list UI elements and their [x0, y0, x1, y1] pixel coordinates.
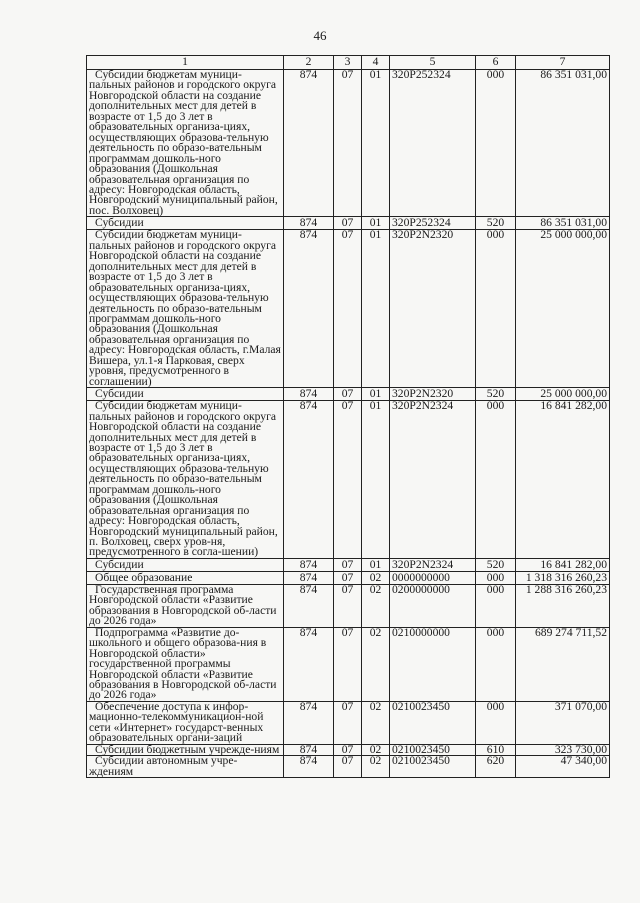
row-expense-type: 000 — [476, 584, 516, 627]
row-amount: 25 000 000,00 — [516, 388, 610, 401]
row-admin-code: 874 — [284, 756, 334, 778]
row-admin-code: 874 — [284, 584, 334, 627]
header-col-2: 2 — [284, 56, 334, 70]
header-col-4: 4 — [362, 56, 390, 70]
row-name: Субсидии — [87, 388, 284, 401]
row-section: 07 — [334, 217, 362, 230]
row-subsection: 02 — [362, 744, 390, 755]
row-subsection: 02 — [362, 756, 390, 778]
row-target-article: 0210023450 — [390, 756, 476, 778]
row-target-article: 0210023450 — [390, 701, 476, 744]
page-number: 46 — [313, 28, 327, 43]
row-admin-code: 874 — [284, 217, 334, 230]
header-col-7: 7 — [516, 56, 610, 70]
row-expense-type: 520 — [476, 558, 516, 571]
row-name: Обеспечение доступа к инфор-мационно-телекоммуникацион-ной сети «Интернет» государст-венных образовательных органи-заций — [87, 701, 284, 744]
row-admin-code: 874 — [284, 558, 334, 571]
row-name: Общее образование — [87, 571, 284, 584]
row-amount: 1 288 316 260,23 — [516, 584, 610, 627]
row-subsection: 01 — [362, 217, 390, 230]
row-section: 07 — [334, 571, 362, 584]
row-target-article: 320P2N2320 — [390, 388, 476, 401]
row-section: 07 — [334, 744, 362, 755]
row-expense-type: 520 — [476, 388, 516, 401]
row-amount: 371 070,00 — [516, 701, 610, 744]
row-target-article: 0210023450 — [390, 744, 476, 755]
row-subsection: 01 — [362, 388, 390, 401]
table-row — [87, 230, 610, 388]
row-section: 07 — [334, 756, 362, 778]
row-section: 07 — [334, 584, 362, 627]
row-amount: 689 274 711,52 — [516, 627, 610, 701]
row-target-article: 320P252324 — [390, 217, 476, 230]
row-expense-type: 000 — [476, 701, 516, 744]
header-col-6: 6 — [476, 56, 516, 70]
row-target-article: 320P2N2324 — [390, 558, 476, 571]
row-admin-code: 874 — [284, 571, 334, 584]
row-name: Субсидии — [87, 217, 284, 230]
table-row — [87, 584, 610, 627]
row-expense-type: 610 — [476, 744, 516, 755]
row-subsection: 02 — [362, 571, 390, 584]
row-name: Субсидии — [87, 558, 284, 571]
row-subsection: 01 — [362, 70, 390, 217]
header-col-1: 1 — [87, 56, 284, 70]
row-amount: 323 730,00 — [516, 744, 610, 755]
row-target-article: 0000000000 — [390, 571, 476, 584]
table-row — [87, 70, 610, 217]
row-admin-code: 874 — [284, 627, 334, 701]
table-row — [87, 401, 610, 559]
row-subsection: 02 — [362, 627, 390, 701]
row-admin-code: 874 — [284, 401, 334, 559]
row-subsection: 02 — [362, 701, 390, 744]
row-subsection: 01 — [362, 230, 390, 388]
row-section: 07 — [334, 558, 362, 571]
row-expense-type: 000 — [476, 401, 516, 559]
row-target-article: 320P2N2320 — [390, 230, 476, 388]
row-section: 07 — [334, 388, 362, 401]
row-subsection: 01 — [362, 558, 390, 571]
row-amount: 47 340,00 — [516, 756, 610, 778]
row-section: 07 — [334, 70, 362, 217]
row-amount: 16 841 282,00 — [516, 401, 610, 559]
row-target-article: 320P2N2324 — [390, 401, 476, 559]
row-name: Субсидии автономным учре-ждениям — [87, 756, 284, 778]
row-amount: 86 351 031,00 — [516, 217, 610, 230]
row-admin-code: 874 — [284, 701, 334, 744]
row-amount: 86 351 031,00 — [516, 70, 610, 217]
row-name: Подпрограмма «Развитие до-школьного и общего образова-ния в Новгородской области» государственной программы Новгородской области «Развитие образования в Новгородской об-ласти до 2026 года» — [87, 627, 284, 701]
budget-table — [86, 55, 610, 778]
row-expense-type: 000 — [476, 571, 516, 584]
row-subsection: 02 — [362, 584, 390, 627]
row-section: 07 — [334, 627, 362, 701]
row-admin-code: 874 — [284, 388, 334, 401]
row-amount: 25 000 000,00 — [516, 230, 610, 388]
row-target-article: 0200000000 — [390, 584, 476, 627]
row-amount: 16 841 282,00 — [516, 558, 610, 571]
row-subsection: 01 — [362, 401, 390, 559]
table-row — [87, 756, 610, 778]
row-amount: 1 318 316 260,23 — [516, 571, 610, 584]
table-row — [87, 701, 610, 744]
row-section: 07 — [334, 230, 362, 388]
table-row — [87, 627, 610, 701]
row-name: Субсидии бюджетным учрежде-ниям — [87, 744, 284, 755]
row-target-article: 320P252324 — [390, 70, 476, 217]
row-name: Субсидии бюджетам муници-пальных районов и городского округа Новгородской области на создание дополнительных мест для детей в возрасте от 1,5 до 3 лет в образовательных организа-циях, осуществляющих образова-тельную деятельность по образо-вательным программам дошколь-ного образования (Дошкольная образовательная организация по адресу: Новгородская область, Новгородский муниципальный район, пос. Волховец) — [87, 70, 284, 217]
row-expense-type: 000 — [476, 70, 516, 217]
table-row — [87, 558, 610, 571]
row-section: 07 — [334, 701, 362, 744]
row-target-article: 0210000000 — [390, 627, 476, 701]
row-section: 07 — [334, 401, 362, 559]
row-name: Государственная программа Новгородской области «Развитие образования в Новгородской об-ласти до 2026 года» — [87, 584, 284, 627]
row-name: Субсидии бюджетам муници-пальных районов и городского округа Новгородской области на создание дополнительных мест для детей в возрасте от 1,5 до 3 лет в образовательных организа-циях, осуществляющих образова-тельную деятельность по образо-вательным программам дошколь-ного образования (Дошкольная образовательная организация по адресу: Новгородская область, Новгородский муниципальный район, п. Волховец, сверх уров-ня, предусмотренного в согла-шении) — [87, 401, 284, 559]
header-col-5: 5 — [390, 56, 476, 70]
row-expense-type: 620 — [476, 756, 516, 778]
row-admin-code: 874 — [284, 744, 334, 755]
row-admin-code: 874 — [284, 230, 334, 388]
row-expense-type: 520 — [476, 217, 516, 230]
row-name: Субсидии бюджетам муници-пальных районов и городского округа Новгородской области на создание дополнительных мест для детей в возрасте от 1,5 до 3 лет в образовательных организа-циях, осуществляющих образова-тельную деятельность по образо-вательным программам дошколь-ного образования (Дошкольная образовательная организация по адресу: Новгородская область, г.Малая Вишера, ул.1-я Парковая, сверх уровня, предусмотренного в соглашении) — [87, 230, 284, 388]
row-admin-code: 874 — [284, 70, 334, 217]
row-expense-type: 000 — [476, 627, 516, 701]
header-col-3: 3 — [334, 56, 362, 70]
row-expense-type: 000 — [476, 230, 516, 388]
